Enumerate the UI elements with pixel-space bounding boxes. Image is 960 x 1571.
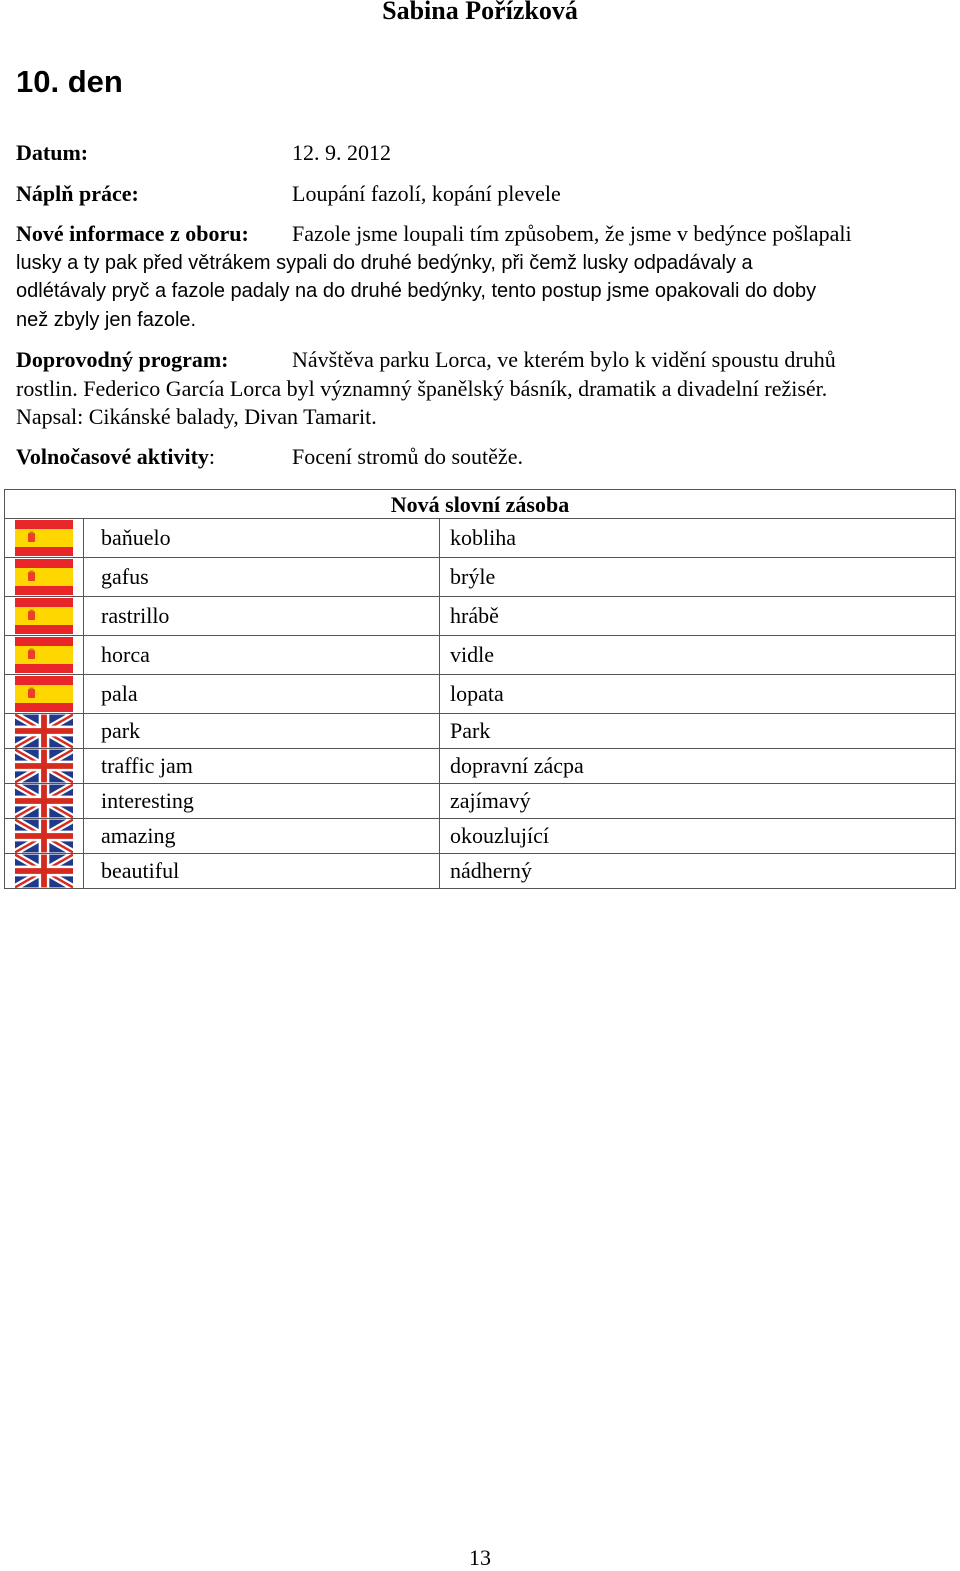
field-date-value: 12. 9. 2012 <box>292 140 391 165</box>
flag-cell <box>5 854 84 889</box>
field-program <box>16 346 936 432</box>
vocabulary-source-word: amazing <box>84 819 440 854</box>
vocabulary-translation: hrábě <box>440 597 956 636</box>
vocabulary-header-row <box>5 490 956 519</box>
field-leisure-label: Volnočasové aktivity <box>16 444 209 469</box>
uk-flag-icon <box>5 749 83 783</box>
field-news-line1: Fazole jsme loupali tím způsobem, že jsme v bedýnce pošlapali <box>292 221 852 246</box>
day-heading: 10. den <box>16 64 123 99</box>
flag-cell <box>5 819 84 854</box>
vocabulary-row <box>5 675 956 714</box>
header-author-name: Sabina Pořízková <box>382 0 578 25</box>
vocabulary-row <box>5 636 956 675</box>
vocabulary-table <box>4 489 956 889</box>
field-news <box>16 220 936 334</box>
field-leisure-colon: : <box>208 444 216 469</box>
uk-flag-icon <box>5 784 83 818</box>
flag-cell <box>5 714 84 749</box>
flag-cell <box>5 636 84 675</box>
vocabulary-source-word: park <box>84 714 440 749</box>
field-program-line3: Napsal: Cikánské balady, Divan Tamarit. <box>16 404 377 429</box>
vocabulary-source-word: gafus <box>84 558 440 597</box>
flag-cell <box>5 558 84 597</box>
field-leisure-value: Focení stromů do soutěže. <box>292 444 523 469</box>
vocabulary-row <box>5 597 956 636</box>
vocabulary-translation: nádherný <box>440 854 956 889</box>
field-work-label: Náplň práce: <box>16 181 139 206</box>
vocabulary-row <box>5 714 956 749</box>
vocabulary-source-word: interesting <box>84 784 440 819</box>
field-program-line2: rostlin. Federico García Lorca byl významný španělský básník, dramatik a divadelní režisér. <box>16 375 828 401</box>
uk-flag-icon <box>5 854 83 888</box>
vocabulary-row <box>5 784 956 819</box>
flag-cell <box>5 784 84 819</box>
spain-flag-icon <box>5 559 83 595</box>
spain-flag-icon <box>5 676 83 712</box>
flag-cell <box>5 597 84 636</box>
vocabulary-source-word: beautiful <box>84 854 440 889</box>
vocabulary-body <box>5 519 956 889</box>
uk-flag-icon <box>5 819 83 853</box>
vocabulary-title: Nová slovní zásoba <box>5 490 956 519</box>
field-program-label: Doprovodný program: <box>16 347 229 372</box>
flag-cell <box>5 749 84 784</box>
vocabulary-translation: dopravní zácpa <box>440 749 956 784</box>
vocabulary-source-word: horca <box>84 636 440 675</box>
vocabulary-translation: Park <box>440 714 956 749</box>
vocabulary-translation: kobliha <box>440 519 956 558</box>
field-work-value: Loupání fazolí, kopání plevele <box>292 181 561 206</box>
vocabulary-row <box>5 854 956 889</box>
field-leisure <box>16 443 936 472</box>
vocabulary-translation: vidle <box>440 636 956 675</box>
field-news-label: Nové informace z oboru: <box>16 221 249 246</box>
vocabulary-row <box>5 819 956 854</box>
spain-flag-icon <box>5 598 83 634</box>
vocabulary-translation: brýle <box>440 558 956 597</box>
field-date-label: Datum: <box>16 140 89 165</box>
vocabulary-translation: lopata <box>440 675 956 714</box>
vocabulary-source-word: rastrillo <box>84 597 440 636</box>
field-news-line3: odlétávaly pryč a fazole padaly na do druhé bedýnky, tento postup jsme opakovali do doby <box>16 280 817 302</box>
vocabulary-translation: zajímavý <box>440 784 956 819</box>
flag-cell <box>5 675 84 714</box>
vocabulary-row <box>5 749 956 784</box>
vocabulary-source-word: pala <box>84 675 440 714</box>
uk-flag-icon <box>5 714 83 748</box>
vocabulary-source-word: baňuelo <box>84 519 440 558</box>
vocabulary-row <box>5 558 956 597</box>
field-date <box>16 139 936 168</box>
vocabulary-row <box>5 519 956 558</box>
field-program-line1: Návštěva parku Lorca, ve kterém bylo k vidění spoustu druhů <box>292 347 836 372</box>
page-number: 13 <box>469 1545 491 1570</box>
field-news-line2: lusky a ty pak před větrákem sypali do druhé bedýnky, při čemž lusky odpadávaly a <box>16 251 753 274</box>
field-news-line4: než zbyly jen fazole. <box>16 308 197 331</box>
field-work <box>16 180 936 209</box>
vocabulary-translation: okouzlující <box>440 819 956 854</box>
spain-flag-icon <box>5 520 83 556</box>
spain-flag-icon <box>5 637 83 673</box>
vocabulary-source-word: traffic jam <box>84 749 440 784</box>
flag-cell <box>5 519 84 558</box>
